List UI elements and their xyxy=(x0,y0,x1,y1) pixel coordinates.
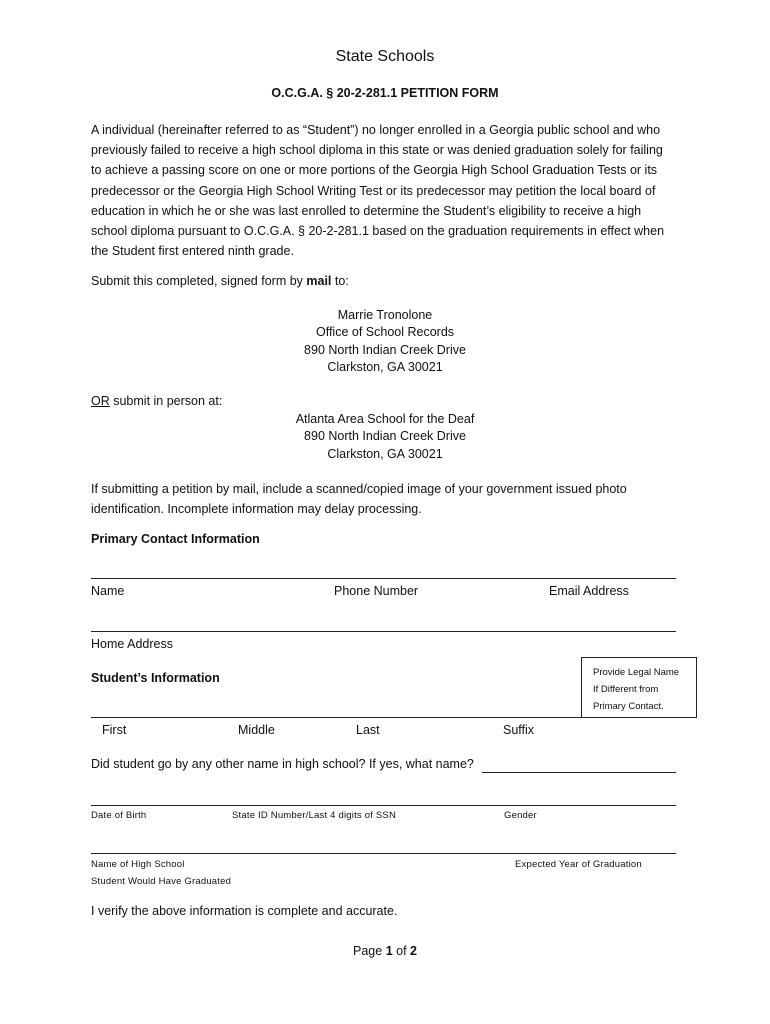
mail-address-line: Office of School Records xyxy=(315,325,455,340)
email-label: Email Address xyxy=(549,584,629,598)
other-name-line[interactable] xyxy=(482,772,676,773)
home-address-label: Home Address xyxy=(91,637,173,651)
intro-line: previously failed to receive a high school diploma in this state or was denied graduation solely for failing xyxy=(91,143,663,158)
page-number xyxy=(0,944,770,958)
id-note-line: If submitting a petition by mail, include a scanned/copied image of your government issued photo xyxy=(91,482,627,496)
legal-name-note-line: Provide Legal Name xyxy=(593,667,680,678)
mail-instruction-prefix: Submit this completed, signed form by xyxy=(91,274,307,288)
in-person-instruction xyxy=(91,394,222,408)
primary-contact-heading: Primary Contact Information xyxy=(91,532,260,546)
student-info-heading: Student’s Information xyxy=(91,671,220,685)
expected-year-label: Expected Year of Graduation xyxy=(515,859,642,870)
mail-instruction xyxy=(91,274,349,288)
intro-line: education in which he or she was last enrolled to determine the Student’s eligibility to receive a high xyxy=(91,203,642,218)
legal-name-note-line: Primary Contact. xyxy=(593,701,664,712)
legal-name-note-line: If Different from xyxy=(593,684,659,695)
student-name-line[interactable] xyxy=(91,717,581,718)
intro-line: predecessor or the Georgia High School Writing Test or its predecessor may petition the local board of xyxy=(91,183,656,198)
intro-line: the Student first entered ninth grade. xyxy=(91,244,294,259)
other-name-question: Did student go by any other name in high school? If yes, what name? xyxy=(91,757,474,771)
current-page: 1 xyxy=(385,944,393,958)
mail-address-line: Clarkston, GA 30021 xyxy=(327,359,443,374)
first-name-label: First xyxy=(102,723,127,737)
in-person-address-line: 890 North Indian Creek Drive xyxy=(304,429,466,444)
school-graduation-line[interactable] xyxy=(91,853,676,854)
high-school-name-label: Name of High School xyxy=(91,859,185,870)
home-address-line[interactable] xyxy=(91,631,676,632)
last-name-label: Last xyxy=(356,723,380,737)
suffix-label: Suffix xyxy=(503,723,535,737)
in-person-address-line: Atlanta Area School for the Deaf xyxy=(295,412,475,426)
total-pages: 2 xyxy=(410,944,417,958)
of-word: of xyxy=(392,944,411,958)
verification-statement: I verify the above information is complete and accurate. xyxy=(91,904,398,918)
mail-keyword: mail xyxy=(306,274,332,288)
id-note-line: identification. Incomplete information may delay processing. xyxy=(91,502,422,517)
id-note xyxy=(91,479,627,519)
mail-address xyxy=(0,307,770,376)
legal-name-note-box xyxy=(581,657,697,718)
page-word: Page xyxy=(353,944,386,958)
intro-line: school diploma pursuant to O.C.G.A. § 20-2-281.1 based on the graduation requirements in effect when xyxy=(91,224,665,239)
phone-label: Phone Number xyxy=(334,584,419,598)
middle-name-label: Middle xyxy=(238,723,275,737)
or-keyword: OR xyxy=(91,394,110,408)
in-person-address-line: Clarkston, GA 30021 xyxy=(327,446,443,461)
mail-address-line: Marrie Tronolone xyxy=(337,308,433,322)
contact-info-line[interactable] xyxy=(91,578,676,579)
would-graduate-label: Student Would Have Graduated xyxy=(91,876,232,887)
birth-id-gender-line[interactable] xyxy=(91,805,676,806)
in-person-label: submit in person at: xyxy=(109,394,223,408)
state-id-label: State ID Number/Last 4 digits of SSN xyxy=(232,810,397,821)
mail-address-line: 890 North Indian Creek Drive xyxy=(304,342,466,357)
mail-instruction-suffix: to: xyxy=(331,274,349,288)
intro-paragraph xyxy=(91,120,686,261)
gender-label: Gender xyxy=(504,810,537,821)
intro-line: to achieve a passing score on one or more portions of the Georgia High School Graduation Tests or its xyxy=(91,163,658,178)
name-label: Name xyxy=(91,584,125,598)
dob-label: Date of Birth xyxy=(91,810,147,821)
page-title: State Schools xyxy=(335,48,435,65)
form-subtitle: O.C.G.A. § 20-2-281.1 PETITION FORM xyxy=(271,86,499,100)
intro-line: A individual (hereinafter referred to as “Student”) no longer enrolled in a Georgia public school and who xyxy=(91,123,661,137)
in-person-address xyxy=(0,411,770,463)
